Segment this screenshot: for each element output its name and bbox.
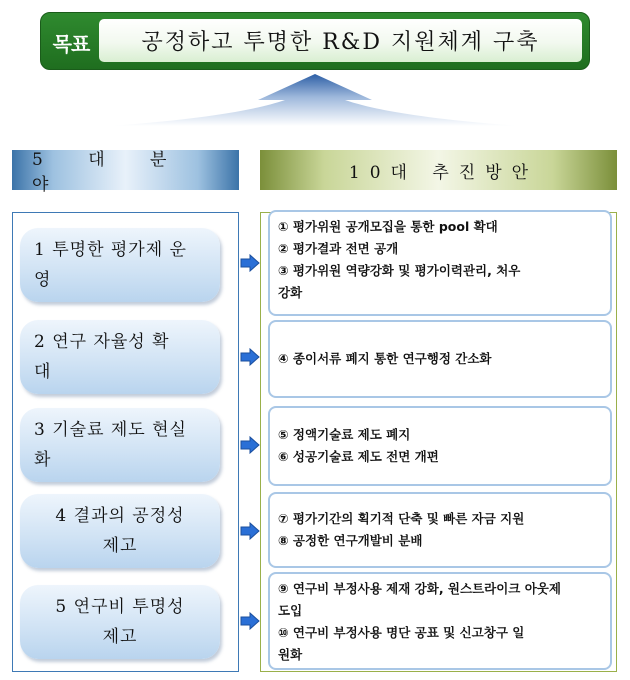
plan-group-5 [268, 572, 612, 670]
field-1 [20, 228, 220, 302]
field-4 [20, 494, 220, 568]
plan-item-continued: 도입 [278, 603, 303, 618]
plan-item: ① 평가위원 공개모집을 통한 pool 확대 [278, 219, 498, 234]
plan-group-1 [268, 210, 612, 316]
right-arrow-icon [240, 254, 260, 272]
field-2 [20, 320, 220, 394]
plan-item: ⑧ 공정한 연구개발비 분배 [278, 533, 423, 548]
field-5 [20, 585, 220, 659]
plan-item: ④ 종이서류 폐지 통한 연구행정 간소화 [278, 351, 492, 366]
field-4-line-1: 4 결과의 공정성 [55, 506, 185, 526]
plan-item: ⑩ 연구비 부정사용 명단 공표 및 신고창구 일 [278, 625, 525, 640]
right-arrow-icon [240, 612, 260, 630]
plan-item: ⑨ 연구비 부정사용 제재 강화, 원스트라이크 아웃제 [278, 581, 561, 596]
field-4-line-2: 제고 [102, 536, 138, 556]
plan-group-2 [268, 320, 612, 398]
goal-label: 목표 [52, 31, 90, 56]
plan-item: ⑥ 성공기술료 제도 전면 개편 [278, 449, 439, 464]
field-1-line-1: 1 투명한 평가제 운 [34, 240, 187, 260]
field-1-line-2: 영 [34, 270, 52, 290]
plan-item-continued: 강화 [278, 285, 303, 300]
plan-item: ③ 평가위원 역량강화 및 평가이력관리, 처우 [278, 263, 521, 278]
field-5-line-2: 제고 [102, 627, 138, 647]
fields-header: 5 대 분 야 [12, 150, 239, 190]
field-3-line-2: 화 [34, 450, 52, 470]
right-arrow-icon [240, 522, 260, 540]
field-2-line-2: 대 [34, 362, 52, 382]
plan-item: ⑤ 정액기술료 제도 폐지 [278, 427, 411, 442]
right-arrow-icon [240, 348, 260, 366]
field-2-line-1: 2 연구 자율성 확 [34, 332, 170, 352]
plan-item: ⑦ 평가기간의 획기적 단축 및 빠른 자금 지원 [278, 511, 525, 526]
plan-group-3 [268, 406, 612, 486]
goal-banner [40, 12, 590, 70]
field-5-line-1: 5 연구비 투명성 [55, 597, 185, 617]
field-3-line-1: 3 기술료 제도 현실 [34, 420, 187, 440]
plan-item: ② 평가결과 전면 공개 [278, 241, 399, 256]
plan-group-4 [268, 492, 612, 568]
goal-text: 공정하고 투명한 R&D 지원체계 구축 [99, 19, 582, 62]
field-3 [20, 408, 220, 482]
plan-item-continued: 원화 [278, 647, 303, 662]
right-arrow-icon [240, 436, 260, 454]
plans-header: 10대 추진방안 [260, 150, 617, 190]
